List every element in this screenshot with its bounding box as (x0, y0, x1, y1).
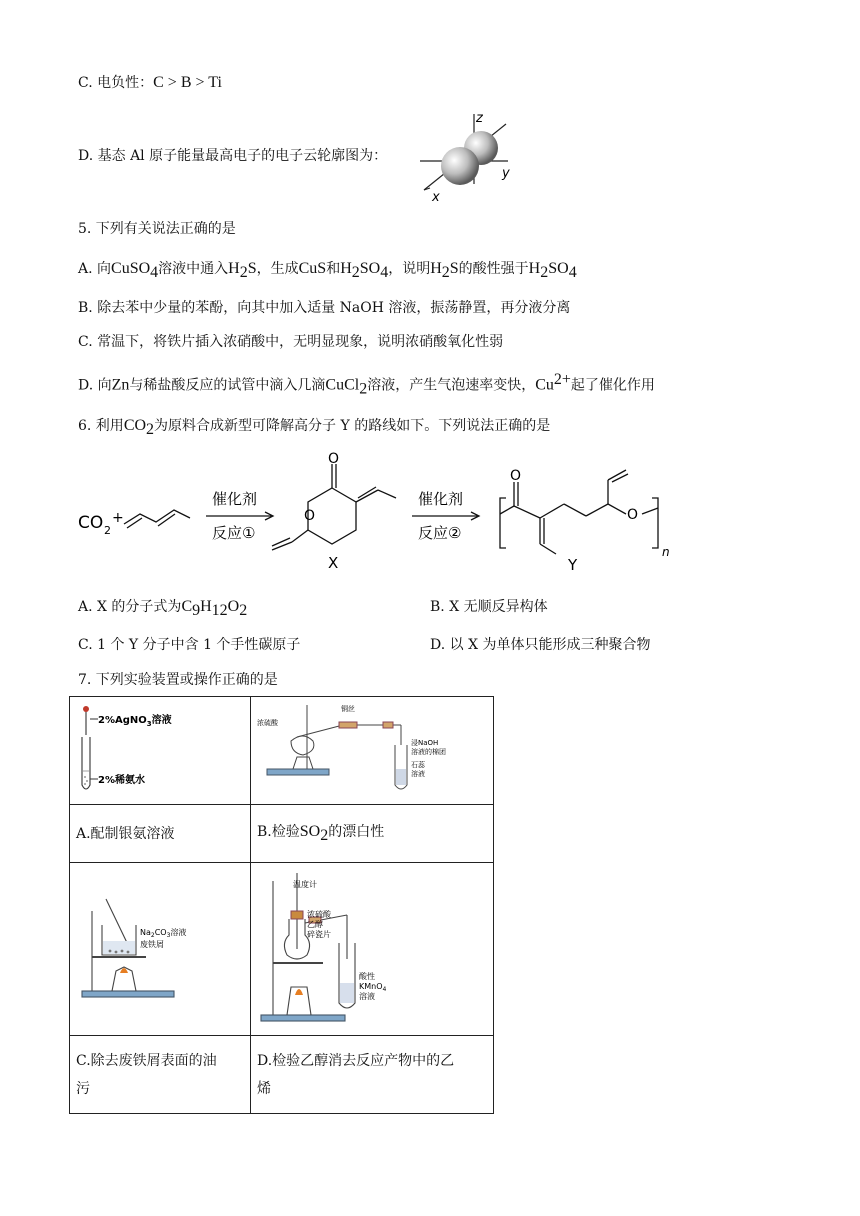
svg-text:O: O (510, 468, 522, 484)
svg-text:KMnO4: KMnO$_4$ (359, 982, 387, 993)
svg-text:催化剂: 催化剂 (418, 490, 464, 508)
q5-stem: 5. 下列有关说法正确的是 (78, 221, 236, 237)
q6-option-d: D. 以 X 为单体只能形成三种聚合物 (430, 637, 651, 653)
svg-text:2%稀氨水: 2%稀氨水 (98, 775, 145, 786)
q5-option-d: D. 向Zn与稀盐酸反应的试管中滴入几滴CuCl$_2$溶液，产生气泡速率变快，$Cu^{2+}$起了催化作用 (78, 371, 655, 398)
q6-option-a: A. X 的分子式为$C_9H_{12}O_2$ (78, 598, 248, 619)
apparatus-b-drawing (251, 697, 493, 800)
caption-d: D.检验乙醇消去反应产物中的乙 烯 (251, 1036, 494, 1114)
apparatus-c-cell (70, 863, 251, 1036)
svg-text:酸性: 酸性 (359, 972, 375, 981)
q7-apparatus-table (69, 696, 494, 1114)
svg-text:废铁屑: 废铁屑 (140, 940, 164, 949)
svg-text:石蕊: 石蕊 (411, 761, 425, 769)
caption-c: C.除去废铁屑表面的油 污 (70, 1036, 251, 1114)
svg-text:反应②: 反应② (418, 524, 462, 542)
q6-option-c: C. 1 个 Y 分子中含 1 个手性碳原子 (78, 637, 301, 653)
svg-text:催化剂: 催化剂 (212, 490, 258, 508)
apparatus-a-cell (70, 697, 251, 805)
q6-option-b: B. X 无顺反异构体 (430, 599, 548, 615)
q5-option-a: A. 向CuSO$_4$溶液中通入$H_2S$，生成CuS和$H_2SO_4$，说明$H_2S$的酸性强于$H_2SO_4$ (78, 260, 577, 281)
apparatus-a-drawing (70, 697, 250, 800)
p-orbital-diagram (410, 104, 520, 202)
svg-text:O: O (627, 507, 639, 523)
apparatus-d-drawing (251, 863, 493, 1031)
apparatus-b-cell (251, 697, 494, 805)
svg-text:O: O (304, 508, 316, 524)
caption-a: A.配制银氨溶液 (70, 805, 251, 863)
apparatus-c-drawing (70, 863, 250, 1031)
svg-text:溶液: 溶液 (359, 992, 375, 1001)
svg-text:2%AgNO3溶液: 2%AgNO$_3$溶液 (98, 715, 172, 728)
q5-option-b: B. 除去苯中少量的苯酚，向其中加入适量 NaOH 溶液，振荡静置，再分液分离 (78, 300, 571, 316)
svg-text:Y: Y (568, 556, 578, 574)
q4-option-d: D. 基态 Al 原子能量最高电子的电子云轮廓图为： (78, 148, 388, 164)
svg-text:溶液的棉团: 溶液的棉团 (411, 748, 446, 756)
svg-text:X: X (328, 554, 339, 572)
q6-stem: 6. 利用$CO_2$为原料合成新型可降解高分子 Y 的路线如下。下列说法正确的是 (78, 417, 551, 438)
synthesis-scheme-drawing (70, 452, 770, 582)
apparatus-d-cell (251, 863, 494, 1036)
caption-b: B.检验$SO_2$的漂白性 (251, 805, 494, 863)
svg-text:+: + (112, 510, 124, 526)
svg-text:浓硫酸: 浓硫酸 (307, 910, 331, 919)
q7-stem: 7. 下列实验装置或操作正确的是 (78, 672, 278, 688)
svg-text:x: x (432, 190, 440, 202)
svg-text:反应①: 反应① (212, 524, 256, 542)
svg-text:O: O (328, 452, 340, 467)
svg-text:y: y (502, 166, 510, 181)
q5-option-c: C. 常温下，将铁片插入浓硝酸中，无明显现象，说明浓硝酸氧化性弱 (78, 334, 504, 350)
svg-text:浸NaOH: 浸NaOH (411, 739, 439, 747)
svg-text:z: z (476, 111, 483, 126)
svg-text:溶液: 溶液 (411, 770, 425, 778)
svg-text:浓硫酸: 浓硫酸 (257, 719, 278, 727)
svg-text:温度计: 温度计 (293, 880, 317, 889)
svg-text:CO: CO (78, 513, 104, 533)
svg-text:铜丝: 铜丝 (341, 705, 355, 713)
svg-text:Na2CO3溶液: $Na_2CO_3$溶液 (140, 928, 187, 939)
svg-text:n: n (662, 545, 670, 559)
q4-option-c: C. 电负性：C > B > Ti (78, 74, 222, 91)
svg-text:碎瓷片: 碎瓷片 (307, 930, 331, 939)
svg-text:2: 2 (104, 524, 111, 537)
svg-text:乙醇: 乙醇 (307, 920, 323, 929)
